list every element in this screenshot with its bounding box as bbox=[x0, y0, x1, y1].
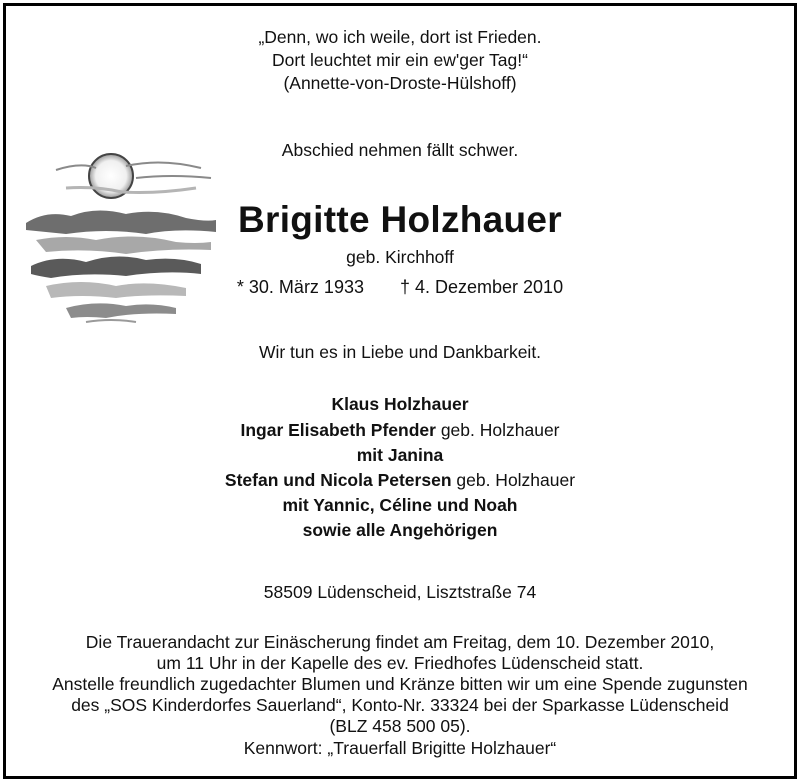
mourner-line-3: mit Janina bbox=[356, 445, 444, 465]
deceased-maiden-name: geb. Kirchhoff bbox=[346, 247, 454, 267]
mourner-line-5: mit Yannic, Céline und Noah bbox=[282, 495, 518, 515]
mourner-line-2 bbox=[6, 419, 794, 441]
mourner-suffix: geb. Holzhauer bbox=[451, 470, 576, 490]
mourner-line-1: Klaus Holzhauer bbox=[331, 394, 469, 414]
notice-line-5: (BLZ 458 500 05). bbox=[329, 716, 471, 736]
quote-line-1: „Denn, wo ich weile, dort ist Frieden. bbox=[258, 27, 542, 47]
quote-line-2: Dort leuchtet mir ein ew'ger Tag!“ bbox=[272, 50, 528, 70]
obituary-frame bbox=[3, 3, 797, 779]
notice-line-2: um 11 Uhr in der Kapelle des ev. Friedhofes Lüdenscheid statt. bbox=[156, 653, 644, 673]
notice-line-4: des „SOS Kinderdorfes Sauerland“, Konto-Nr. 33324 bei der Sparkasse Lüdenscheid bbox=[71, 695, 729, 715]
mourner-line-6: sowie alle Angehörigen bbox=[302, 520, 498, 540]
farewell-text: Abschied nehmen fällt schwer. bbox=[281, 140, 519, 160]
notice-line-3: Anstelle freundlich zugedachter Blumen und Kränze bitten wir um eine Spende zugunsten bbox=[52, 674, 748, 694]
address-text: 58509 Lüdenscheid, Lisztstraße 74 bbox=[263, 582, 537, 602]
notice-line-6: Kennwort: „Trauerfall Brigitte Holzhauer“ bbox=[243, 738, 557, 758]
birth-date: * 30. März 1933 bbox=[236, 277, 364, 297]
motto-text: Wir tun es in Liebe und Dankbarkeit. bbox=[258, 342, 542, 362]
notice-line-1: Die Trauerandacht zur Einäscherung findet am Freitag, dem 10. Dezember 2010, bbox=[85, 632, 715, 652]
life-dates bbox=[6, 276, 794, 298]
quote-author: (Annette-von-Droste-Hülshoff) bbox=[283, 73, 517, 93]
mourner-name: Ingar Elisabeth Pfender bbox=[240, 420, 436, 440]
mourner-line-4 bbox=[6, 469, 794, 491]
deceased-name: Brigitte Holzhauer bbox=[237, 199, 563, 240]
death-date: † 4. Dezember 2010 bbox=[399, 277, 564, 297]
mourner-suffix: geb. Holzhauer bbox=[435, 420, 560, 440]
mourner-name: Stefan und Nicola Petersen bbox=[224, 470, 452, 490]
